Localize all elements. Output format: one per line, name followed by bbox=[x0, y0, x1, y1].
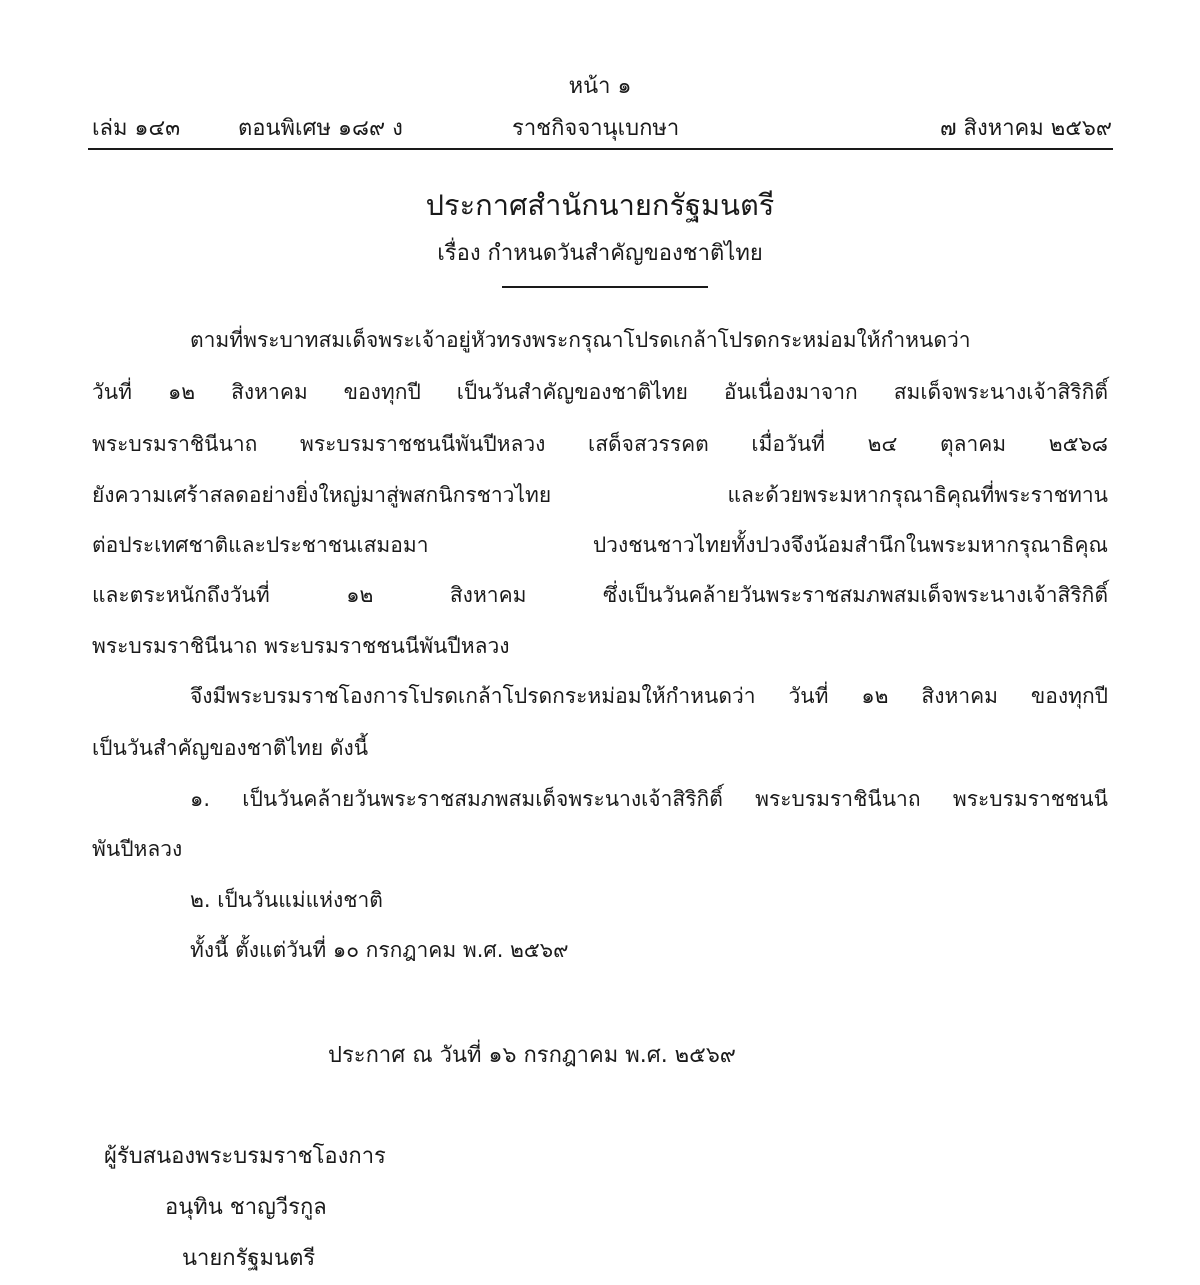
body-line: พระบรมราชินีนาถ พระบรมราชชนนีพันปีหลวง bbox=[92, 634, 510, 658]
body-line: วันที่ ๑๒ สิงหาคม ของทุกปี เป็นวันสำคัญของชาติไทย อันเนื่องมาจาก สมเด็จพระนางเจ้าสิริกิติ์ bbox=[92, 380, 1108, 404]
publication-name: ราชกิจจานุเบกษา bbox=[512, 116, 680, 141]
signatory-position: นายกรัฐมนตรี bbox=[182, 1246, 316, 1271]
body-line: เป็นวันสำคัญของชาติไทย ดังนี้ bbox=[92, 736, 369, 760]
effective-date: ทั้งนี้ ตั้งแต่วันที่ ๑๐ กรกฎาคม พ.ศ. ๒๕๖๙ bbox=[190, 938, 569, 962]
document-subject: เรื่อง กำหนดวันสำคัญของชาติไทย bbox=[437, 241, 763, 266]
body-line: และตระหนักถึงวันที่ ๑๒ สิงหาคม ซึ่งเป็นวันคล้ายวันพระราชสมภพสมเด็จพระนางเจ้าสิริกิติ์ bbox=[92, 583, 1108, 607]
title-divider bbox=[502, 286, 708, 288]
section-number: ตอนพิเศษ ๑๘๙ ง bbox=[238, 116, 403, 141]
body-line: จึงมีพระบรมราชโองการโปรดเกล้าโปรดกระหม่อมให้กำหนดว่า วันที่ ๑๒ สิงหาคม ของทุกปี bbox=[190, 684, 1108, 708]
body-line: ยังความเศร้าสลดอย่างยิ่งใหญ่มาสู่พสกนิกรชาวไทย และด้วยพระมหากรุณาธิคุณที่พระราชทาน bbox=[92, 483, 1108, 507]
list-item: ๒. เป็นวันแม่แห่งชาติ bbox=[190, 888, 383, 912]
document-title: ประกาศสำนักนายกรัฐมนตรี bbox=[425, 188, 775, 222]
body-line: ตามที่พระบาทสมเด็จพระเจ้าอยู่หัวทรงพระกรุณาโปรดเกล้าโปรดกระหม่อมให้กำหนดว่า bbox=[190, 328, 971, 352]
body-line: ต่อประเทศชาติและประชาชนเสมอมา ปวงชนชาวไทยทั้งปวงจึงน้อมสำนึกในพระมหากรุณาธิคุณ bbox=[92, 533, 1108, 557]
header-divider bbox=[88, 148, 1113, 150]
signatory-name: อนุทิน ชาญวีรกูล bbox=[165, 1195, 327, 1220]
page-number: หน้า ๑ bbox=[568, 74, 632, 99]
list-item-continuation: พันปีหลวง bbox=[92, 837, 183, 861]
publication-date: ๗ สิงหาคม ๒๕๖๙ bbox=[939, 116, 1112, 141]
volume-number: เล่ม ๑๔๓ bbox=[92, 116, 181, 141]
announcement-date: ประกาศ ณ วันที่ ๑๖ กรกฎาคม พ.ศ. ๒๕๖๙ bbox=[328, 1043, 736, 1068]
signature-role: ผู้รับสนองพระบรมราชโองการ bbox=[104, 1144, 386, 1169]
list-item: ๑. เป็นวันคล้ายวันพระราชสมภพสมเด็จพระนางเจ้าสิริกิติ์ พระบรมราชินีนาถ พระบรมราชชนนี bbox=[190, 787, 1108, 811]
body-line: พระบรมราชินีนาถ พระบรมราชชนนีพันปีหลวง เสด็จสวรรคต เมื่อวันที่ ๒๔ ตุลาคม ๒๕๖๘ bbox=[92, 432, 1108, 456]
